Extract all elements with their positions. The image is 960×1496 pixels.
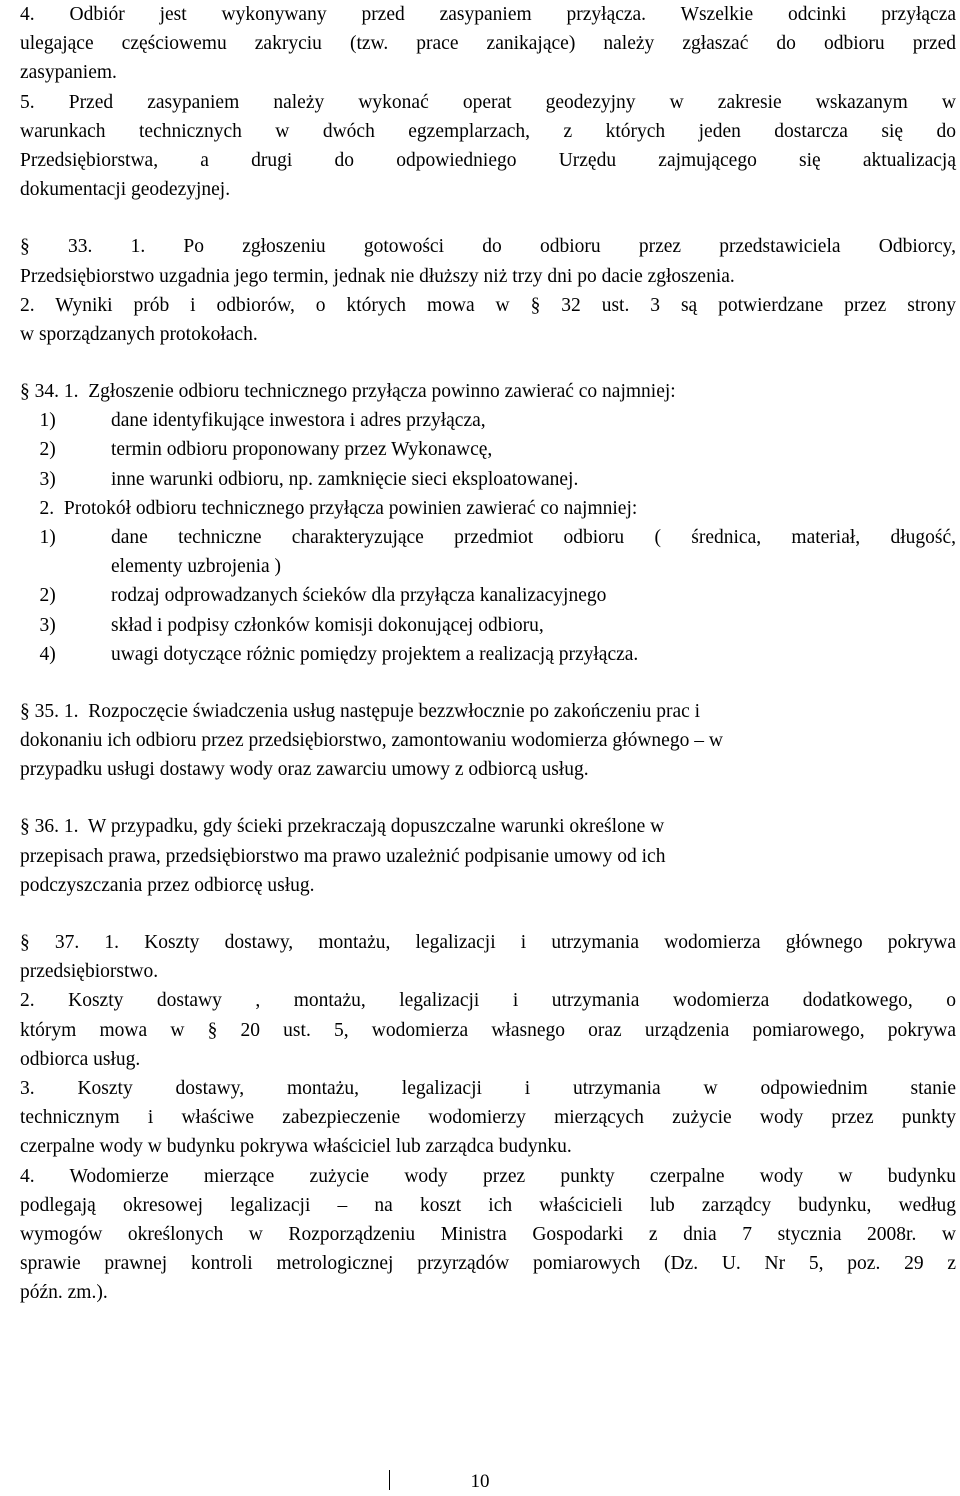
text-line: ulegające częściowemu zakryciu (tzw. prace zanikające) należy zgłaszać do odbioru przed [20, 33, 956, 55]
list-number: 1) [20, 527, 56, 548]
list-item [20, 465, 956, 494]
list-item [20, 581, 956, 610]
text-line: sprawie prawnej kontroli metrologicznej przyrządów pomiarowych (Dz. U. Nr 5, poz. 29 z [20, 1253, 956, 1275]
list-item [20, 435, 956, 464]
text-line: którym mowa w § 20 ust. 5, wodomierza własnego oraz urządzenia pomiarowego, pokrywa [20, 1019, 956, 1041]
text-line: późn. zm.). [20, 1282, 108, 1304]
text-line: 5. Przed zasypaniem należy wykonać operat geodezyjny w zakresie wskazanym w [20, 91, 956, 113]
list-number: 2) [20, 439, 56, 461]
text-line: 3. Koszty dostawy, montażu, legalizacji i utrzymania w odpowiednim stanie [20, 1077, 956, 1099]
text-line: § 36. 1. W przypadku, gdy ścieki przekraczają dopuszczalne warunki określone w [20, 816, 665, 838]
list-number: 3) [20, 468, 56, 490]
text-line: § 34. 1. Zgłoszenie odbioru technicznego przyłącza powinno zawierać co najmniej: [20, 381, 676, 402]
text-line: przypadku usługi dostawy wody oraz zawarciu umowy z odbiorcą usług. [20, 759, 589, 781]
text-line: zasypaniem. [20, 62, 117, 84]
list-item [20, 640, 956, 669]
text-line: przedsiębiorstwo. [20, 961, 159, 983]
list-item [20, 523, 956, 552]
list-number: 1) [20, 410, 56, 432]
text-line: czerpalne wody w budynku pokrywa właściciel lub zarządca budynku. [20, 1136, 572, 1158]
text-line: § 37. 1. Koszty dostawy, montażu, legalizacji i utrzymania wodomierza głównego pokrywa [20, 931, 956, 953]
text-line: podlegają okresowej legalizacji – na koszt ich właścicieli lub zarządcy budynku, według [20, 1194, 956, 1216]
text-line: 2. Wyniki prób i odbiorów, o których mowa w § 32 ust. 3 są potwierdzane przez strony [20, 294, 956, 316]
list-text: skład i podpisy członków komisji dokonującej odbioru, [111, 614, 544, 636]
list-item [20, 552, 956, 581]
text-line: dokumentacji geodezyjnej. [20, 179, 231, 201]
text-line: 4. Odbiór jest wykonywany przed zasypaniem przyłącza. Wszelkie odcinki przyłącza [20, 4, 956, 25]
list-number: 2) [20, 585, 56, 607]
list-text: rodzaj odprowadzanych ścieków dla przyłącza kanalizacyjnego [111, 585, 607, 607]
page-number: 10 [470, 1471, 490, 1492]
list-text: dane techniczne charakteryzujące przedmiot odbioru ( średnica, materiał, długość, [111, 527, 956, 548]
list-text: dane identyfikujące inwestora i adres przyłącza, [111, 410, 486, 432]
text-line: podczyszczania przez odbiorcę usług. [20, 874, 315, 896]
text-line: warunkach technicznych w dwóch egzemplarzach, z których jeden dostarcza się do [20, 120, 956, 142]
list-item [20, 406, 956, 435]
text-line: odbiorca usług. [20, 1048, 141, 1070]
list-text: termin odbioru proponowany przez Wykonawcę, [111, 439, 493, 461]
text-line: 2. Protokół odbioru technicznego przyłącza powinien zawierać co najmniej: [20, 497, 638, 519]
text-line: przepisach prawa, przedsiębiorstwo ma prawo uzależnić podpisanie umowy od ich [20, 845, 666, 867]
list-item [20, 611, 956, 640]
text-line: dokonaniu ich odbioru przez przedsiębiorstwo, zamontowaniu wodomierza głównego – w [20, 730, 723, 752]
list-text: uwagi dotyczące różnic pomiędzy projektem a realizacją przyłącza. [111, 643, 639, 665]
list-text: elementy uzbrojenia ) [111, 556, 282, 578]
text-line: 2. Koszty dostawy , montażu, legalizacji i utrzymania wodomierza dodatkowego, o [20, 990, 956, 1012]
text-line: wymogów określonych w Rozporządzeniu Ministra Gospodarki z dnia 7 stycznia 2008r. w [20, 1223, 956, 1245]
text-line: § 35. 1. Rozpoczęcie świadczenia usług następuje bezzwłocznie po zakończeniu prac i [20, 700, 701, 722]
list-text: inne warunki odbioru, np. zamknięcie sieci eksploatowanej. [111, 468, 579, 490]
text-line: Przedsiębiorstwa, a drugi do odpowiedniego Urzędu zajmującego się aktualizacją [20, 150, 956, 171]
text-line: 4. Wodomierze mierzące zużycie wody przez punkty czerpalne wody w budynku [20, 1165, 956, 1187]
text-line: technicznym i właściwe zabezpieczenie wodomierzy mierzących zużycie wody przez punkty [20, 1107, 956, 1129]
list-number: 4) [20, 643, 56, 665]
text-line: Przedsiębiorstwo uzgadnia jego termin, jednak nie dłuższy niż trzy dni po dacie zgłoszenia. [20, 265, 735, 287]
text-line: w sporządzanych protokołach. [20, 323, 258, 345]
text-line: § 33. 1. Po zgłoszeniu gotowości do odbioru przez przedstawiciela Odbiorcy, [20, 236, 956, 258]
list-number: 3) [20, 614, 56, 636]
